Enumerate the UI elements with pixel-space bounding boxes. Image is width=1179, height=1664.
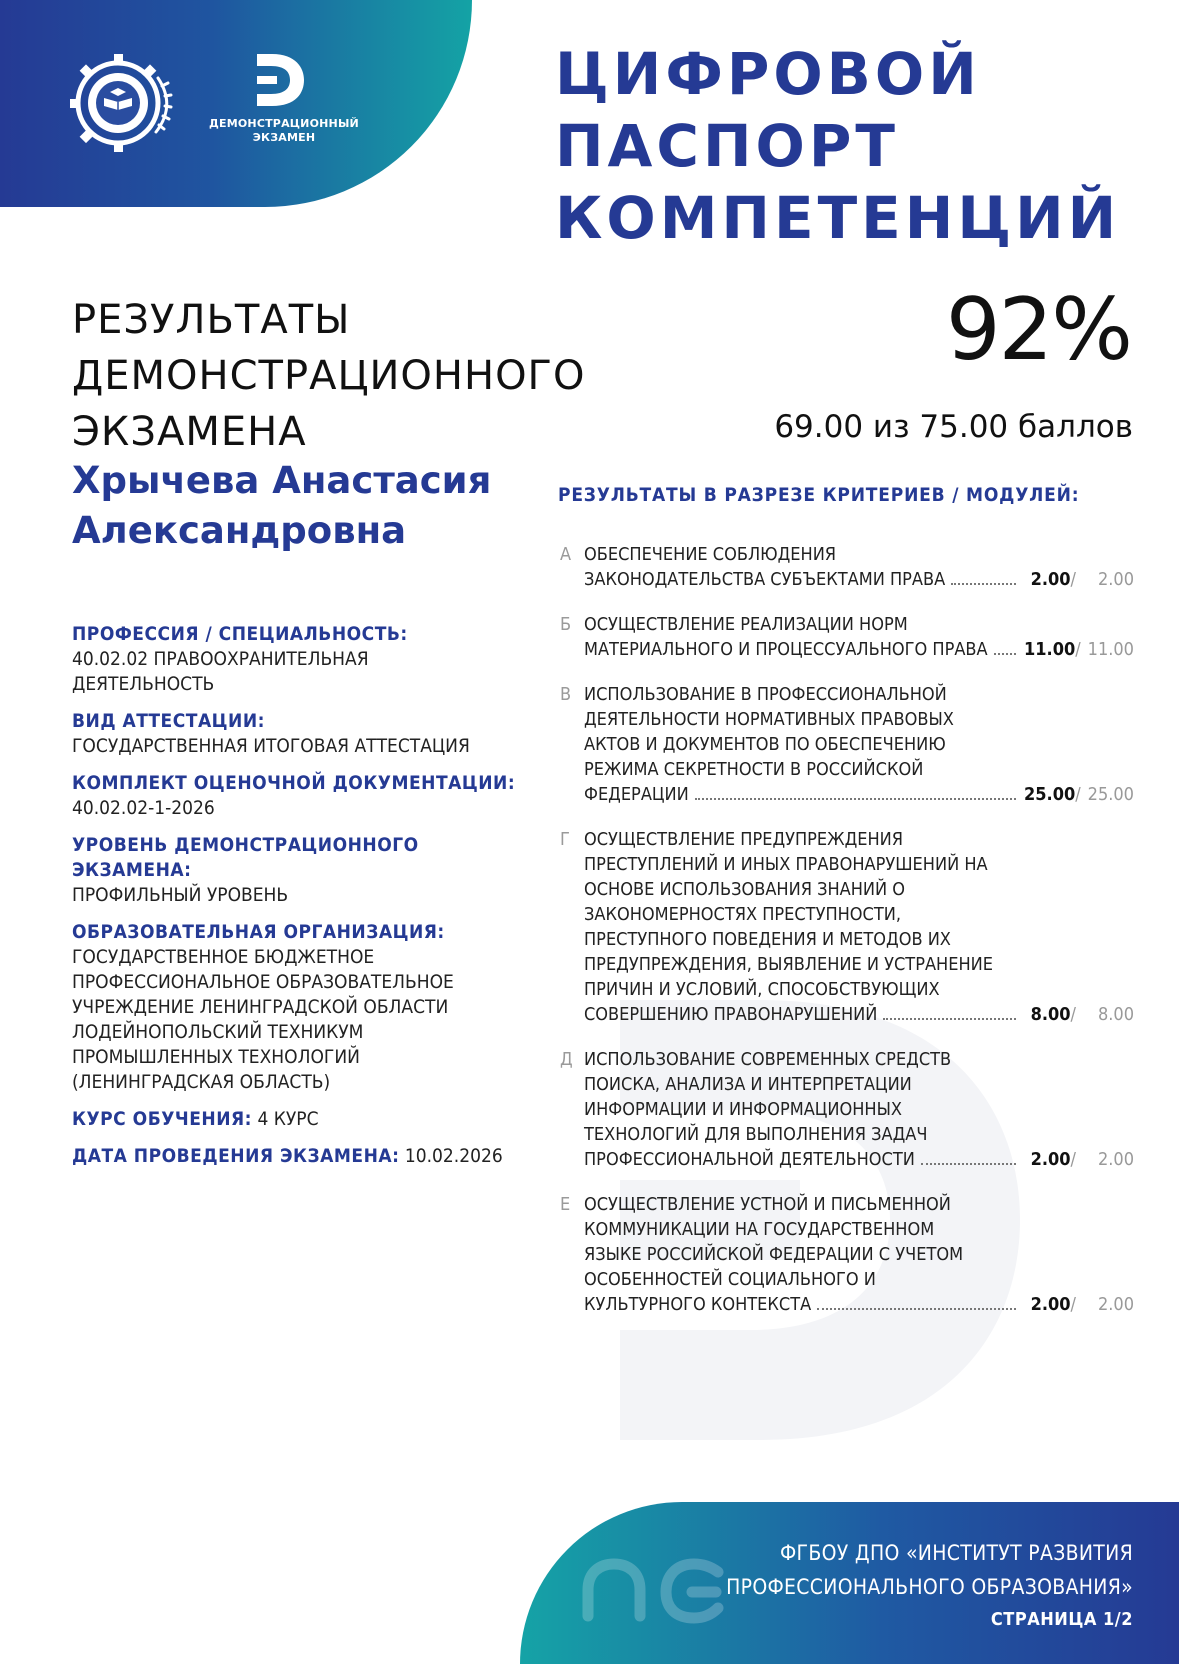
criterion-item xyxy=(558,612,1134,662)
organization-value-line: ЛОДЕЙНОПОЛЬСКИЙ ТЕХНИКУМ xyxy=(72,1021,364,1043)
dotted-leader xyxy=(695,798,1016,800)
level-label: УРОВЕНЬ ДЕМОНСТРАЦИОННОГО xyxy=(72,834,419,856)
criterion-max-value: 8.00 xyxy=(1097,1004,1134,1025)
person-name-line: Хрычева Анастасия xyxy=(72,459,492,502)
criterion-text-line: ПРЕСТУПНОГО ПОВЕДЕНИЯ И МЕТОДОВ ИХ xyxy=(584,929,951,950)
kit-value: 40.02.02-1-2026 xyxy=(72,797,215,819)
criterion-score xyxy=(1024,1147,1134,1172)
criterion-score-value: 2.00 xyxy=(1030,569,1071,590)
criterion-item xyxy=(558,1047,1134,1172)
criterion-letter: А xyxy=(560,544,572,565)
dotted-leader xyxy=(951,583,1016,585)
criterion-letter: Д xyxy=(560,1049,573,1070)
profession-block xyxy=(72,622,542,697)
criterion-text-line: КОММУНИКАЦИИ НА ГОСУДАРСТВЕННОМ xyxy=(584,1219,935,1240)
date-block xyxy=(72,1144,542,1169)
dotted-leader xyxy=(817,1308,1016,1310)
criterion-score-row xyxy=(584,567,1134,592)
results-heading-line: РЕЗУЛЬТАТЫ ДЕМОНСТРАЦИОННОГО xyxy=(72,297,586,399)
criterion-text-line: ОСУЩЕСТВЛЕНИЕ ПРЕДУПРЕЖДЕНИЯ xyxy=(584,829,904,850)
criterion-score-separator: / xyxy=(1070,1294,1076,1315)
criterion-text-line: ОСУЩЕСТВЛЕНИЕ РЕАЛИЗАЦИИ НОРМ xyxy=(584,614,908,635)
results-heading xyxy=(72,292,832,460)
header-banner xyxy=(0,0,472,207)
organization-value-line: УЧРЕЖДЕНИЕ ЛЕНИНГРАДСКОЙ ОБЛАСТИ xyxy=(72,996,449,1018)
date-value: 10.02.2026 xyxy=(399,1145,503,1167)
criterion-text-line: ПОИСКА, АНАЛИЗА И ИНТЕРПРЕТАЦИИ xyxy=(584,1074,912,1095)
criterion-text-line: ПРИЧИН И УСЛОВИЙ, СПОСОБСТВУЮЩИХ xyxy=(584,979,940,1000)
criterion-score-separator: / xyxy=(1075,784,1081,805)
criterion-score-value: 2.00 xyxy=(1030,1149,1071,1170)
criterion-score-separator: / xyxy=(1070,1004,1076,1025)
course-label: КУРС ОБУЧЕНИЯ: xyxy=(72,1108,253,1130)
footer-organization-line: ФГБОУ ДПО «ИНСТИТУТ РАЗВИТИЯ xyxy=(779,1541,1133,1565)
criterion-text-line: ПРОФЕССИОНАЛЬНОЙ ДЕЯТЕЛЬНОСТИ xyxy=(584,1149,915,1170)
organization-value-line: ГОСУДАРСТВЕННОЕ БЮДЖЕТНОЕ xyxy=(72,946,375,968)
criterion-text-line: ДЕЯТЕЛЬНОСТИ НОРМАТИВНЫХ ПРАВОВЫХ xyxy=(584,709,954,730)
organization-value-line: ПРОМЫШЛЕННЫХ ТЕХНОЛОГИЙ xyxy=(72,1046,360,1068)
attestation-block xyxy=(72,709,542,759)
criterion-score-row xyxy=(584,1292,1134,1317)
kit-block xyxy=(72,771,542,821)
criterion-score-value: 2.00 xyxy=(1030,1294,1071,1315)
score-points: 69.00 из 75.00 баллов xyxy=(774,409,1133,445)
criterion-item xyxy=(558,542,1134,592)
dotted-leader xyxy=(994,653,1016,655)
organization-label: ОБРАЗОВАТЕЛЬНАЯ ОРГАНИЗАЦИЯ: xyxy=(72,921,445,943)
de-logo-caption: ДЕМОНСТРАЦИОННЫЙ ЭКЗАМЕН xyxy=(209,117,359,144)
person-name xyxy=(72,456,532,556)
criterion-score xyxy=(1024,782,1134,807)
organization-value-line: ПРОФЕССИОНАЛЬНОЕ ОБРАЗОВАТЕЛЬНОЕ xyxy=(72,971,454,993)
criterion-score-row xyxy=(584,782,1134,807)
document-title-line: ЦИФРОВОЙ ПАСПОРТ xyxy=(555,40,981,180)
criterion-score-value: 25.00 xyxy=(1024,784,1076,805)
criteria-heading: РЕЗУЛЬТАТЫ В РАЗРЕЗЕ КРИТЕРИЕВ / МОДУЛЕЙ: xyxy=(558,484,1080,506)
criterion-text-line: РЕЖИМА СЕКРЕТНОСТИ В РОССИЙСКОЙ xyxy=(584,759,924,780)
score-percent: 92% xyxy=(945,280,1131,380)
criterion-text-line: ПРЕСТУПЛЕНИЙ И ИНЫХ ПРАВОНАРУШЕНИЙ НА xyxy=(584,854,988,875)
level-block xyxy=(72,833,542,908)
criterion-score xyxy=(1024,567,1134,592)
profession-label: ПРОФЕССИЯ / СПЕЦИАЛЬНОСТЬ: xyxy=(72,623,408,645)
criterion-score-value: 8.00 xyxy=(1030,1004,1071,1025)
criterion-score-value: 11.00 xyxy=(1024,639,1076,660)
document-title xyxy=(555,38,1155,254)
criterion-text-line: ТЕХНОЛОГИЙ ДЛЯ ВЫПОЛНЕНИЯ ЗАДАЧ xyxy=(584,1124,928,1145)
criterion-text-line: КУЛЬТУРНОГО КОНТЕКСТА xyxy=(584,1294,812,1315)
irpo-emblem-icon xyxy=(66,48,176,158)
criterion-text-line: ОБЕСПЕЧЕНИЕ СОБЛЮДЕНИЯ xyxy=(584,544,837,565)
attestation-value: ГОСУДАРСТВЕННАЯ ИТОГОВАЯ АТТЕСТАЦИЯ xyxy=(72,735,470,757)
page-number: СТРАНИЦА 1/2 xyxy=(990,1609,1133,1630)
criterion-text-line: ОСНОВЕ ИСПОЛЬЗОВАНИЯ ЗНАНИЙ О xyxy=(584,879,906,900)
criterion-score-row xyxy=(584,1002,1134,1027)
organization-value-line: (ЛЕНИНГРАДСКАЯ ОБЛАСТЬ) xyxy=(72,1071,331,1093)
course-value: 4 КУРС xyxy=(252,1108,319,1130)
criterion-score-row xyxy=(584,1147,1134,1172)
dotted-leader xyxy=(883,1018,1016,1020)
criterion-text-line: ИНФОРМАЦИИ И ИНФОРМАЦИОННЫХ xyxy=(584,1099,902,1120)
criterion-score xyxy=(1024,1292,1134,1317)
criteria-list xyxy=(558,542,1134,1337)
criterion-text-line: ОСОБЕННОСТЕЙ СОЦИАЛЬНОГО И xyxy=(584,1269,876,1290)
criterion-text-line: МАТЕРИАЛЬНОГО И ПРОЦЕССУАЛЬНОГО ПРАВА xyxy=(584,639,988,660)
criterion-item xyxy=(558,827,1134,1027)
organization-block xyxy=(72,920,542,1095)
criterion-score xyxy=(1024,637,1134,662)
criterion-letter: Г xyxy=(560,829,570,850)
criterion-text-line: ЯЗЫКЕ РОССИЙСКОЙ ФЕДЕРАЦИИ С УЧЕТОМ xyxy=(584,1244,964,1265)
criterion-letter: Е xyxy=(560,1194,571,1215)
level-label: ЭКЗАМЕНА: xyxy=(72,859,192,881)
document-title-line: КОМПЕТЕНЦИЙ xyxy=(555,184,1121,252)
info-section xyxy=(72,622,542,1181)
criterion-letter: В xyxy=(560,684,572,705)
criterion-score-row xyxy=(584,637,1134,662)
dotted-leader xyxy=(921,1163,1016,1165)
footer-organization xyxy=(613,1536,1133,1604)
results-heading-line: ЭКЗАМЕНА xyxy=(72,409,307,455)
criterion-text-line: СОВЕРШЕНИЮ ПРАВОНАРУШЕНИЙ xyxy=(584,1004,878,1025)
kit-label: КОМПЛЕКТ ОЦЕНОЧНОЙ ДОКУМЕНТАЦИИ: xyxy=(72,772,516,794)
criterion-item xyxy=(558,682,1134,807)
criterion-max-value: 2.00 xyxy=(1097,1149,1134,1170)
criterion-score-separator: / xyxy=(1070,569,1076,590)
criterion-score-separator: / xyxy=(1075,639,1081,660)
attestation-label: ВИД АТТЕСТАЦИИ: xyxy=(72,710,265,732)
date-label: ДАТА ПРОВЕДЕНИЯ ЭКЗАМЕНА: xyxy=(72,1145,400,1167)
criterion-score-separator: / xyxy=(1070,1149,1076,1170)
person-name-line: Александровна xyxy=(72,509,407,552)
criterion-max-value: 2.00 xyxy=(1097,1294,1134,1315)
criterion-text-line: ЗАКОНОМЕРНОСТЯХ ПРЕСТУПНОСТИ, xyxy=(584,904,902,925)
criterion-max-value: 11.00 xyxy=(1087,639,1134,660)
criterion-text-line: ПРЕДУПРЕЖДЕНИЯ, ВЫЯВЛЕНИЕ И УСТРАНЕНИЕ xyxy=(584,954,993,975)
criterion-max-value: 2.00 xyxy=(1097,569,1134,590)
criterion-item xyxy=(558,1192,1134,1317)
course-block xyxy=(72,1107,542,1132)
criterion-text-line: АКТОВ И ДОКУМЕНТОВ ПО ОБЕСПЕЧЕНИЮ xyxy=(584,734,946,755)
profession-value: ДЕЯТЕЛЬНОСТЬ xyxy=(72,673,215,695)
footer-organization-line: ПРОФЕССИОНАЛЬНОГО ОБРАЗОВАНИЯ» xyxy=(726,1575,1133,1599)
criterion-letter: Б xyxy=(560,614,572,635)
level-value: ПРОФИЛЬНЫЙ УРОВЕНЬ xyxy=(72,884,289,906)
criterion-text-line: ИСПОЛЬЗОВАНИЕ В ПРОФЕССИОНАЛЬНОЙ xyxy=(584,684,947,705)
criterion-text-line: ИСПОЛЬЗОВАНИЕ СОВРЕМЕННЫХ СРЕДСТВ xyxy=(584,1049,952,1070)
criterion-max-value: 25.00 xyxy=(1087,784,1134,805)
criterion-score xyxy=(1024,1002,1134,1027)
profession-value: 40.02.02 ПРАВООХРАНИТЕЛЬНАЯ xyxy=(72,648,369,670)
criterion-text-line: ФЕДЕРАЦИИ xyxy=(584,784,689,805)
criterion-text-line: ОСУЩЕСТВЛЕНИЕ УСТНОЙ И ПИСЬМЕННОЙ xyxy=(584,1194,951,1215)
criterion-text-line: ЗАКОНОДАТЕЛЬСТВА СУБЪЕКТАМИ ПРАВА xyxy=(584,569,946,590)
